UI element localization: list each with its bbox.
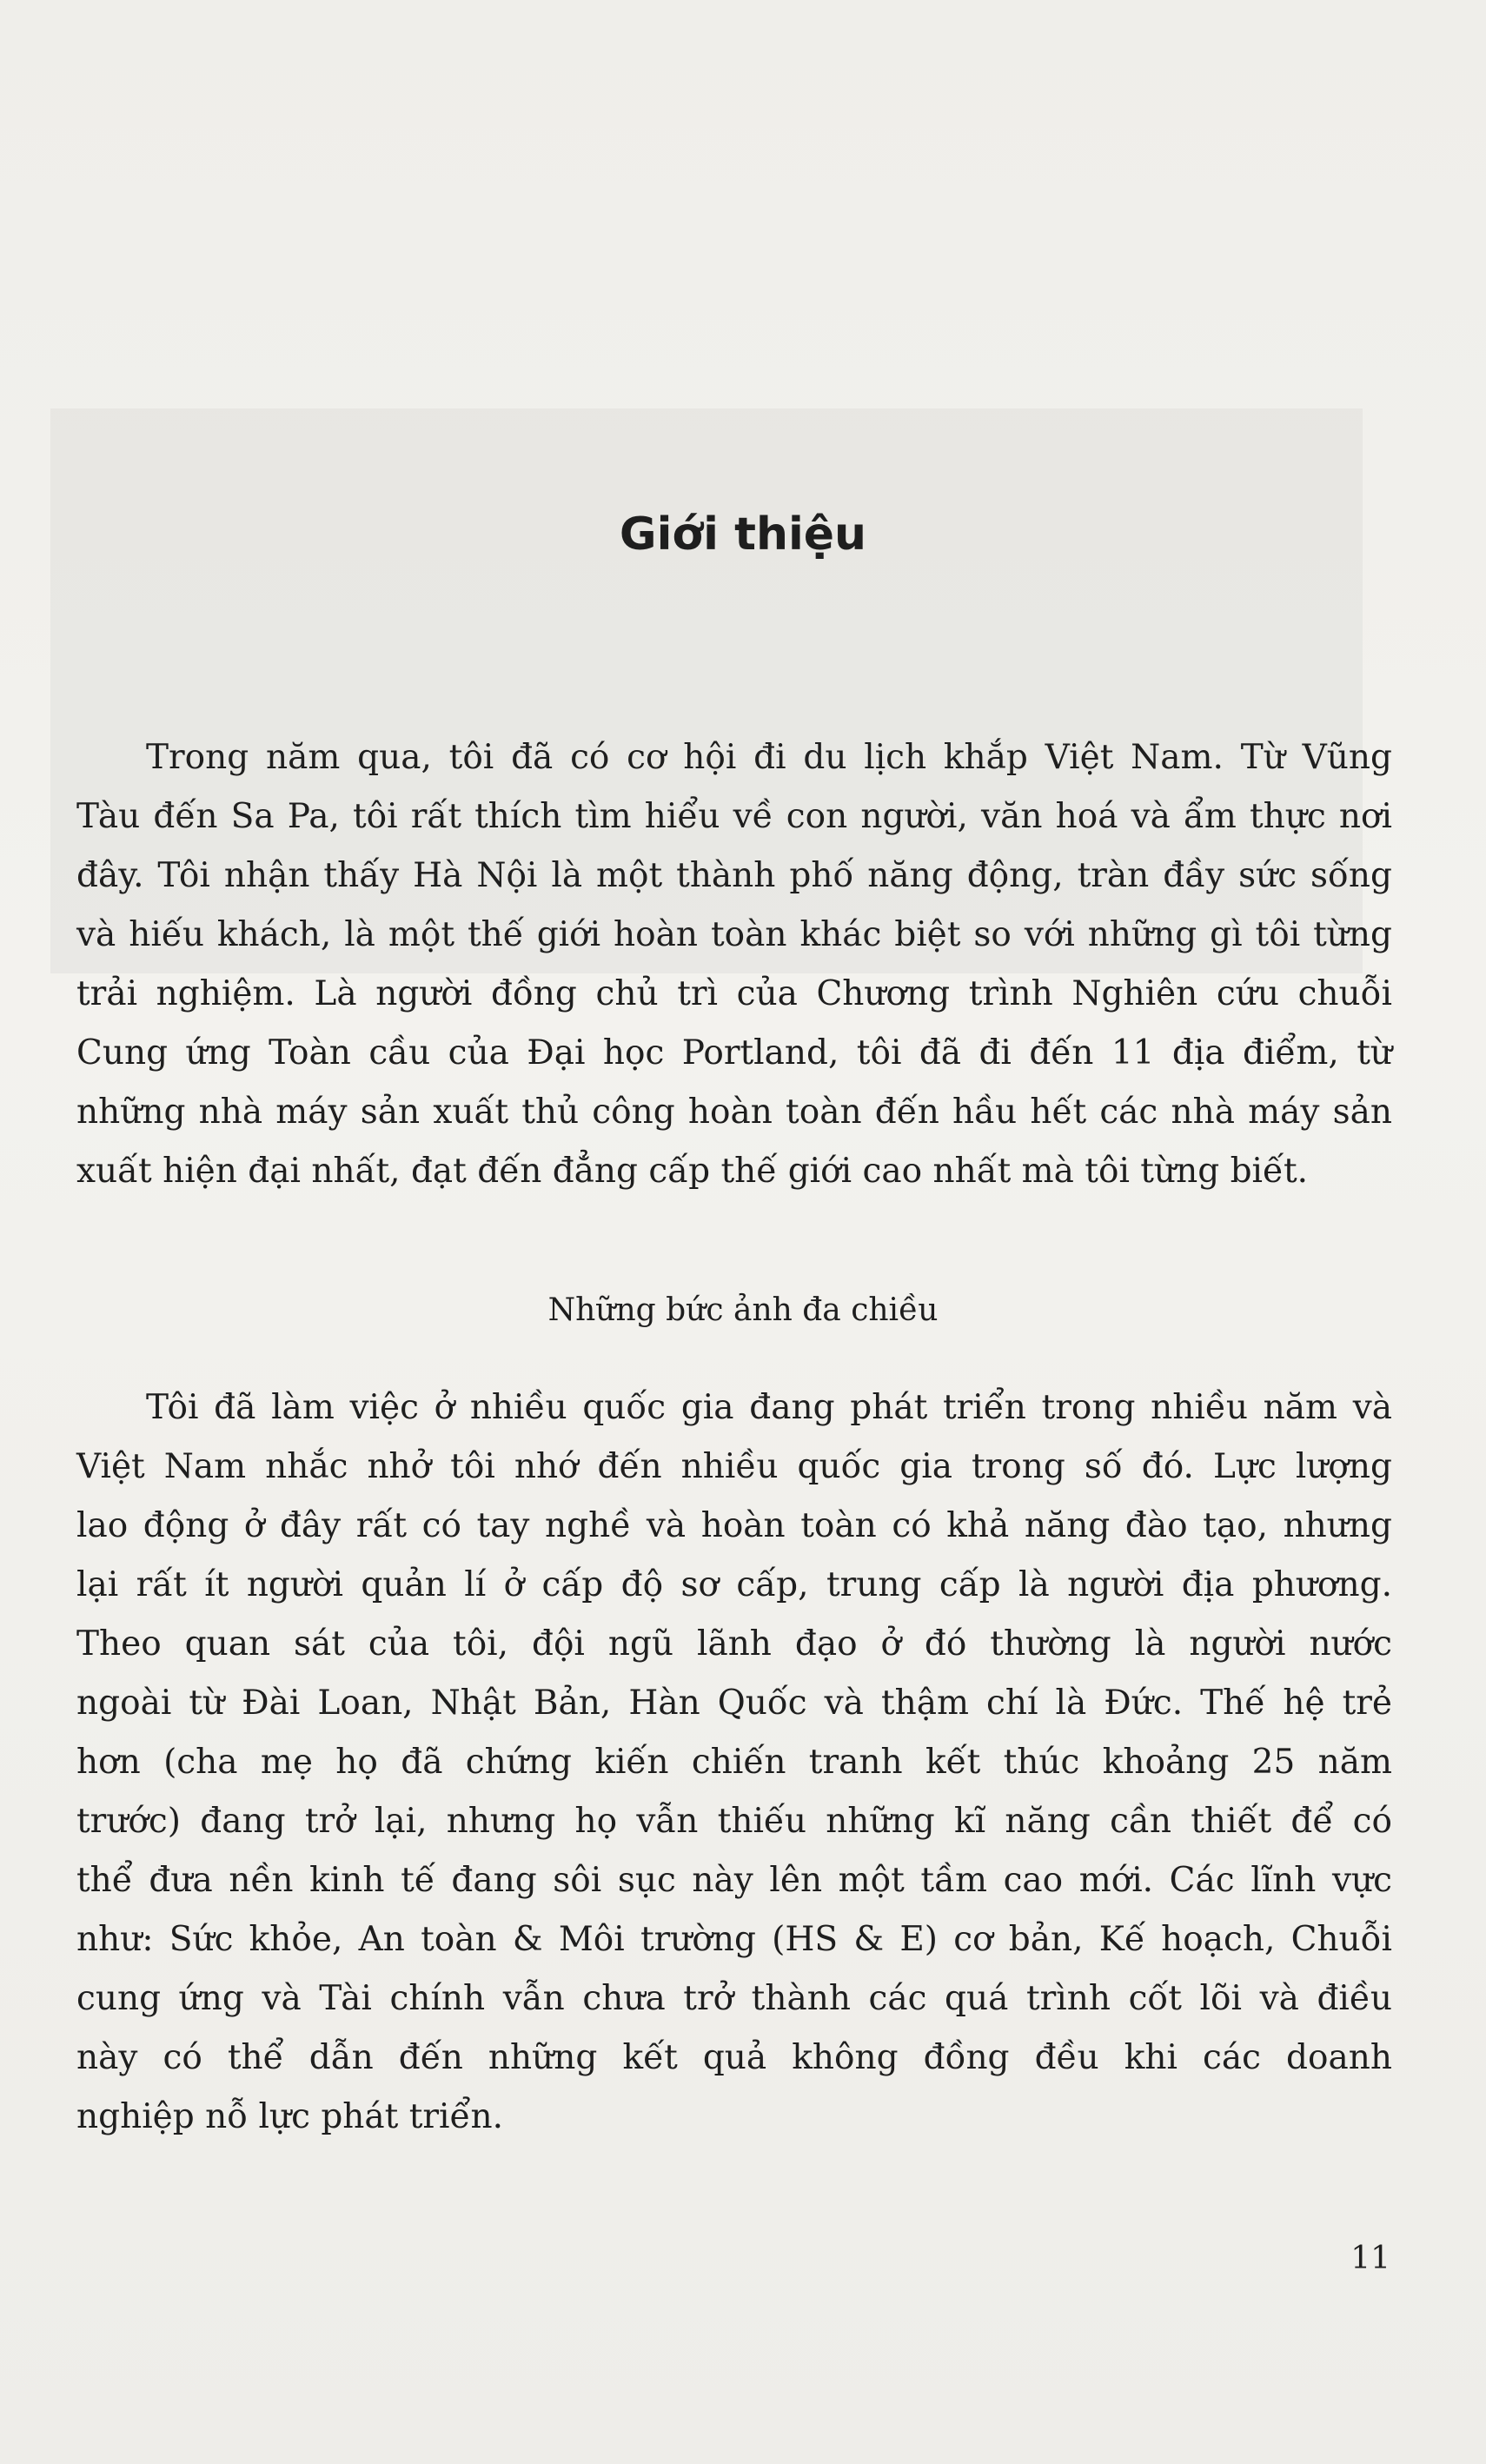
text-line: Cung ứng Toàn cầu của Đại học Portland, tôi đã đi đến 11 địa điểm, từ	[76, 1033, 1392, 1073]
text-line: Tôi đã làm việc ở nhiều quốc gia đang phát triển trong nhiều năm và	[146, 1388, 1392, 1427]
section-heading: Những bức ảnh đa chiều	[547, 1292, 939, 1328]
page-number: 11	[1350, 2241, 1390, 2276]
text-line: như: Sức khỏe, An toàn & Môi trường (HS & E) cơ bản, Kế hoạch, Chuỗi	[76, 1920, 1392, 1959]
section-paragraph	[76, 1378, 1392, 2147]
page-title: Giới thiệu	[619, 508, 867, 561]
text-line: xuất hiện đại nhất, đạt đến đẳng cấp thế giới cao nhất mà tôi từng biết.	[76, 1152, 1309, 1191]
text-line: cung ứng và Tài chính vẫn chưa trở thành các quá trình cốt lõi và điều	[76, 1979, 1392, 2018]
text-line: đây. Tôi nhận thấy Hà Nội là một thành phố năng động, tràn đầy sức sống	[76, 856, 1392, 895]
text-line: này có thể dẫn đến những kết quả không đồng đều khi các doanh	[76, 2038, 1392, 2077]
text-line: nghiệp nỗ lực phát triển.	[76, 2097, 504, 2136]
text-line: ngoài từ Đài Loan, Nhật Bản, Hàn Quốc và thậm chí là Đức. Thế hệ trẻ	[76, 1684, 1392, 1723]
text-line: trải nghiệm. Là người đồng chủ trì của Chương trình Nghiên cứu chuỗi	[76, 974, 1392, 1013]
text-line: những nhà máy sản xuất thủ công hoàn toàn đến hầu hết các nhà máy sản	[76, 1093, 1392, 1132]
text-line: lao động ở đây rất có tay nghề và hoàn toàn có khả năng đào tạo, nhưng	[76, 1506, 1392, 1545]
intro-paragraph	[76, 728, 1392, 1201]
text-line: Theo quan sát của tôi, đội ngũ lãnh đạo ở đó thường là người nước	[76, 1624, 1392, 1664]
text-line: và hiếu khách, là một thế giới hoàn toàn khác biệt so với những gì tôi từng	[76, 915, 1392, 954]
text-line: Việt Nam nhắc nhở tôi nhớ đến nhiều quốc gia trong số đó. Lực lượng	[76, 1447, 1392, 1486]
text-line: Trong năm qua, tôi đã có cơ hội đi du lịch khắp Việt Nam. Từ Vũng	[146, 738, 1392, 777]
text-line: lại rất ít người quản lí ở cấp độ sơ cấp, trung cấp là người địa phương.	[76, 1565, 1392, 1604]
text-line: trước) đang trở lại, nhưng họ vẫn thiếu những kĩ năng cần thiết để có	[76, 1802, 1392, 1841]
text-line: thể đưa nền kinh tế đang sôi sục này lên một tầm cao mới. Các lĩnh vực	[76, 1861, 1392, 1900]
text-line: Tàu đến Sa Pa, tôi rất thích tìm hiểu về con người, văn hoá và ẩm thực nơi	[76, 797, 1392, 836]
text-line: hơn (cha mẹ họ đã chứng kiến chiến tranh kết thúc khoảng 25 năm	[76, 1743, 1392, 1782]
